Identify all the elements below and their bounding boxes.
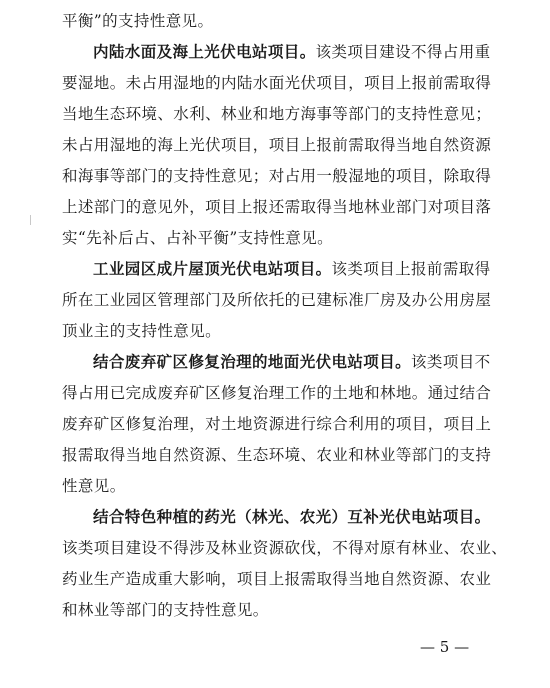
line-text: 和林业等部门的支持性意见。: [62, 601, 269, 619]
paragraph-continuation: [62, 6, 492, 37]
text-line: [62, 6, 492, 37]
text-line: [62, 378, 492, 409]
line-text: 实“先补后占、占补平衡”支持性意见。: [62, 229, 334, 247]
text-line: [62, 471, 492, 502]
line-text: 当地生态环境、水利、林业和地方海事等部门的支持性意见；: [62, 105, 492, 123]
text-line: [62, 37, 492, 68]
text-line: [62, 161, 492, 192]
line-text: 顶业主的支持性意见。: [62, 322, 222, 340]
text-line: [62, 347, 492, 378]
line-text: 该类项目不: [411, 353, 491, 371]
line-text: 平衡”的支持性意见。: [62, 12, 214, 30]
line-text: 所在工业园区管理部门及所依托的已建标准厂房及办公用房屋: [62, 291, 492, 309]
section-heading: 结合特色种植的药光（林光、农光）互补光伏电站项目。: [93, 508, 491, 526]
text-line: [62, 223, 492, 254]
paragraph-water-surface-pv: [62, 37, 492, 254]
paragraph-mine-restoration-pv: [62, 347, 492, 502]
line-text: 未占用湿地的海上光伏项目，项目上报前需取得当地自然资源: [62, 136, 492, 154]
line-text: 报需取得当地自然资源、生态环境、农业和林业等部门的支持: [62, 446, 492, 464]
text-line: [62, 192, 492, 223]
text-line: [62, 316, 492, 347]
line-text: 上述部门的意见外，项目上报还需取得当地林业部门对项目落: [62, 198, 492, 216]
line-text: 该类项目建设不得占用重: [315, 43, 491, 61]
line-text: 得占用已完成废弃矿区修复治理工作的土地和林地。通过结合: [62, 384, 492, 402]
line-text: 性意见。: [62, 477, 126, 495]
text-line: [62, 502, 492, 533]
text-line: [62, 595, 492, 626]
text-line: [62, 68, 492, 99]
text-line: [62, 254, 492, 285]
section-heading: 结合废弃矿区修复治理的地面光伏电站项目。: [93, 353, 412, 371]
section-heading: 内陆水面及海上光伏电站项目。: [93, 43, 316, 61]
line-text: 药业生产造成重大影响，项目上报需取得当地自然资源、农业: [62, 570, 492, 588]
line-text: 要湿地。未占用湿地的内陆水面光伏项目，项目上报前需取得: [62, 74, 492, 92]
margin-mark: [30, 215, 31, 225]
line-text: 该类项目上报前需取得: [331, 260, 491, 278]
text-line: [62, 533, 508, 564]
text-line: [62, 440, 492, 471]
text-line: [62, 99, 492, 130]
section-heading: 工业园区成片屋顶光伏电站项目。: [93, 260, 332, 278]
text-line: [62, 409, 492, 440]
text-line: [62, 564, 492, 595]
paragraph-industrial-rooftop-pv: [62, 254, 492, 347]
page-number: — 5 —: [420, 638, 470, 656]
line-text: 废弃矿区修复治理，对土地资源进行综合利用的项目，项目上: [62, 415, 492, 433]
text-line: [62, 130, 492, 161]
text-line: [62, 285, 492, 316]
line-text: 该类项目建设不得涉及林业资源砍伐，不得对原有林业、农业、: [62, 539, 508, 557]
line-text: 和海事等部门的支持性意见；对占用一般湿地的项目，除取得: [62, 167, 492, 185]
paragraph-agri-complementary-pv: [62, 502, 508, 626]
